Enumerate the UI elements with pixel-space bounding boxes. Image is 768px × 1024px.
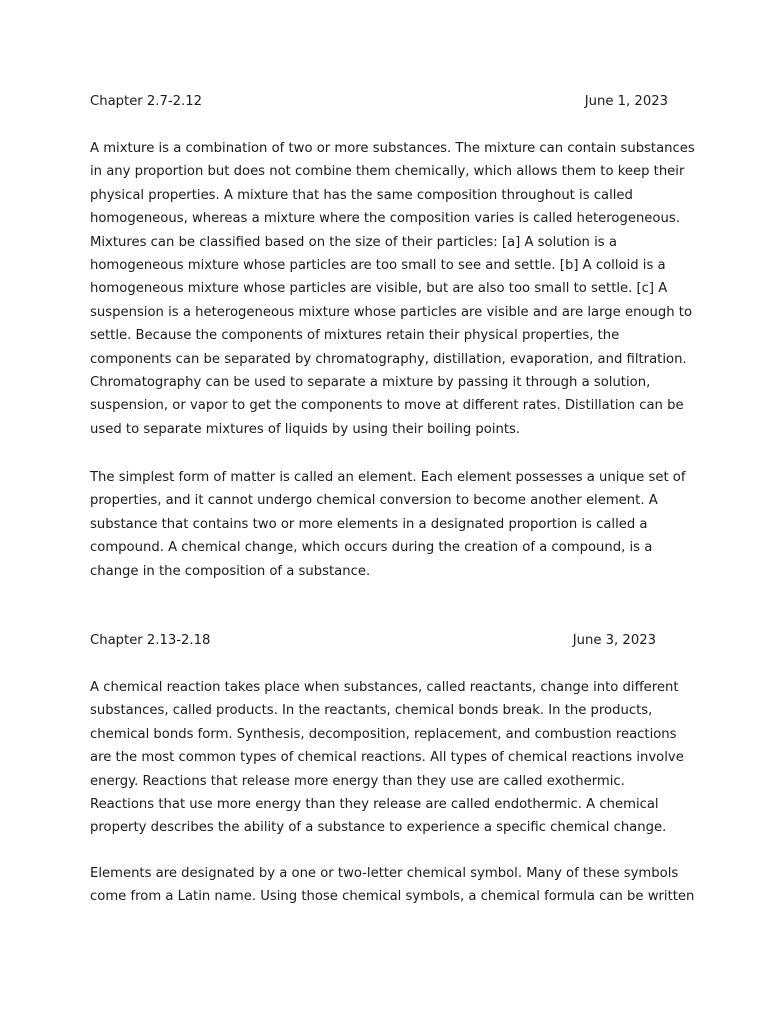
text-line: come from a Latin name. Using those chemical symbols, a chemical formula can be written [90,889,695,905]
text-line: suspension is a heterogeneous mixture whose particles are visible and are large enough to [90,304,693,320]
text-line: energy. Reactions that release more energy than they use are called exothermic. [90,773,625,789]
text-line: in any proportion but does not combine them chemically, which allows them to keep their [90,164,685,180]
text-line: settle. Because the components of mixtures retain their physical properties, the [90,328,620,344]
text-line: homogeneous mixture whose particles are too small to see and settle. [b] A colloid is a [90,257,666,273]
text-line: Elements are designated by a one or two-letter chemical symbol. Many of these symbols [90,866,679,881]
text-line: A mixture is a combination of two or more substances. The mixture can contain substances [90,141,695,156]
text-line: The simplest form of matter is called an element. Each element possesses a unique set of [90,470,686,485]
text-line: components can be separated by chromatography, distillation, evaporation, and filtration. [90,351,687,367]
chapter-date: June 1, 2023 [584,94,668,109]
text-line: substances, called products. In the reactants, chemical bonds break. In the products, [90,703,653,719]
paragraph [90,676,684,840]
text-line: Reactions that use more energy than they release are called endothermic. A chemical [90,796,659,812]
text-line: properties, and it cannot undergo chemical conversion to become another element. A [90,493,658,509]
text-line: A chemical reaction takes place when substances, called reactants, change into different [90,680,679,695]
text-line: used to separate mixtures of liquids by using their boiling points. [90,421,521,437]
paragraph [90,862,695,909]
text-line: physical properties. A mixture that has the same composition throughout is called [90,187,633,203]
text-line: are the most common types of chemical reactions. All types of chemical reactions involve [90,750,684,766]
chapter-title: Chapter 2.7-2.12 [90,94,203,109]
chapter-title: Chapter 2.13-2.18 [90,633,211,648]
text-line: change in the composition of a substance. [90,563,371,579]
text-line: Mixtures can be classified based on the size of their particles: [a] A solution is a [90,234,617,250]
chapter-header [90,629,656,653]
paragraph [90,466,686,583]
text-line: substance that contains two or more elements in a designated proportion is called a [90,516,648,532]
text-line: suspension, or vapor to get the components to move at different rates. Distillation can be [90,398,684,414]
chapter-date: June 3, 2023 [572,633,656,648]
text-line: Chromatography can be used to separate a mixture by passing it through a solution, [90,374,651,390]
text-line: chemical bonds form. Synthesis, decomposition, replacement, and combustion reactions [90,726,677,742]
text-line: homogeneous, whereas a mixture where the composition varies is called heterogeneous. [90,211,680,227]
text-line: compound. A chemical change, which occurs during the creation of a compound, is a [90,540,653,556]
paragraph [90,137,695,441]
chapter-header [90,90,668,114]
text-line: homogeneous mixture whose particles are visible, but are also too small to settle. [c] A [90,281,668,297]
text-line: property describes the ability of a substance to experience a specific chemical change. [90,820,667,836]
